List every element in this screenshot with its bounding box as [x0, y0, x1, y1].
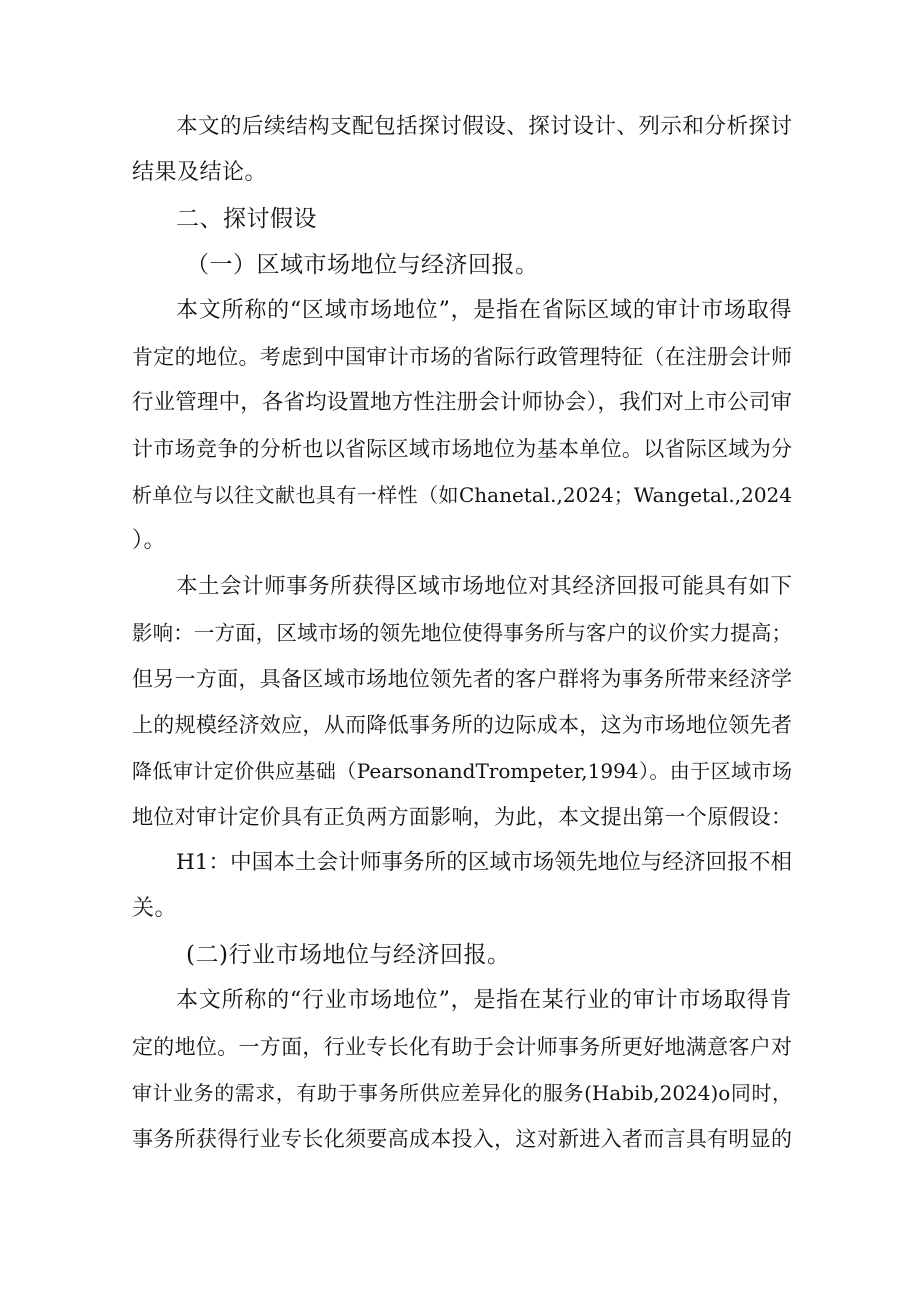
- paragraph-line: 事务所获得行业专长化须要高成本投入，这对新进入者而言具有明显的: [132, 1127, 792, 1151]
- paragraph-line: ）。: [132, 528, 167, 553]
- paragraph-line: 本土会计师事务所获得区域市场地位对其经济回报可能具有如下: [176, 574, 792, 599]
- paragraph-line: 行业管理中，各省均设置地方性注册会计师协会），我们对上市公司审: [132, 390, 792, 415]
- paragraph-line: 结果及结论。: [132, 160, 268, 185]
- subsection-heading: (二)行业市场地位与经济回报。: [186, 942, 511, 968]
- paragraph-line: 析单位与以往文献也具有一样性（如Chanetal.,2024；Wangetal.,2024: [132, 483, 792, 507]
- section-heading: 二、探讨假设: [176, 206, 317, 232]
- hypothesis-line: H1：中国本土会计师事务所的区域市场领先地位与经济回报不相: [176, 850, 792, 875]
- paragraph-line: 关。: [132, 896, 178, 921]
- paragraph-line: 降低审计定价供应基础（PearsonandTrompeter,1994）。由于区域市场: [132, 759, 792, 783]
- paragraph-line: 定的地位。一方面，行业专长化有助于会计师事务所更好地满意客户对: [132, 1035, 792, 1059]
- paragraph-line: 计市场竞争的分析也以省际区域市场地位为基本单位。以省际区域为分: [132, 437, 792, 461]
- subsection-heading: （一）区域市场地位与经济回报。: [186, 252, 539, 278]
- paragraph-line: 影响：一方面，区域市场的领先地位使得事务所与客户的议价实力提高；: [132, 621, 792, 645]
- paragraph-line: 上的规模经济效应，从而降低事务所的边际成本，这为市场地位领先者: [132, 713, 792, 737]
- paragraph-line: 本文所称的“行业市场地位”，是指在某行业的审计市场取得肯: [176, 988, 792, 1013]
- paragraph-line: 肯定的地位。考虑到中国审计市场的省际行政管理特征（在注册会计师: [132, 345, 792, 369]
- paragraph-line: 但另一方面，具备区域市场地位领先者的客户群将为事务所带来经济学: [132, 667, 792, 691]
- paragraph-line: 地位对审计定价具有正负两方面影响，为此，本文提出第一个原假设：: [132, 805, 792, 829]
- paragraph-line: 审计业务的需求，有助于事务所供应差异化的服务(Habib,2024)o同时，: [132, 1081, 792, 1105]
- paragraph-line: 本文的后续结构支配包括探讨假设、探讨设计、列示和分析探讨: [176, 114, 792, 139]
- paragraph-line: 本文所称的“区域市场地位”，是指在省际区域的审计市场取得: [176, 298, 792, 323]
